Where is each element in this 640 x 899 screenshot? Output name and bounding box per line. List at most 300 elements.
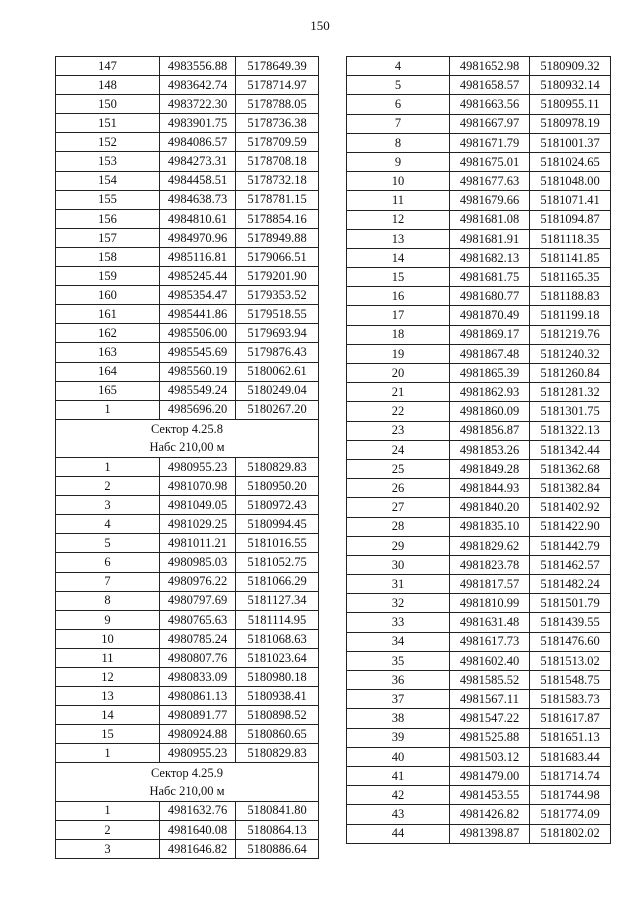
point-number-cell: 32 [347, 594, 450, 613]
x-coordinate-cell: 4985441.86 [160, 305, 236, 324]
point-number-cell: 28 [347, 517, 450, 536]
x-coordinate-cell: 4981631.48 [450, 613, 530, 632]
table-row [347, 575, 611, 594]
y-coordinate-cell: 5180994.45 [236, 515, 319, 534]
x-coordinate-cell: 4981681.08 [450, 210, 530, 229]
x-coordinate-cell: 4981860.09 [450, 402, 530, 421]
point-number-cell: 20 [347, 364, 450, 383]
y-coordinate-cell: 5180829.83 [236, 744, 319, 763]
point-number-cell: 4 [347, 57, 450, 76]
table-row [347, 76, 611, 95]
x-coordinate-cell: 4981675.01 [450, 152, 530, 171]
table-row [347, 728, 611, 747]
x-coordinate-cell: 4985245.44 [160, 267, 236, 286]
point-number-cell: 12 [347, 210, 450, 229]
x-coordinate-cell: 4981679.66 [450, 191, 530, 210]
y-coordinate-cell: 5181462.57 [530, 555, 611, 574]
table-row [56, 668, 319, 687]
table-row [56, 515, 319, 534]
point-number-cell: 147 [56, 57, 160, 76]
table-row [347, 786, 611, 805]
y-coordinate-cell: 5178709.59 [236, 133, 319, 152]
table-row [347, 632, 611, 651]
x-coordinate-cell: 4981865.39 [450, 364, 530, 383]
point-number-cell: 41 [347, 766, 450, 785]
table-row [56, 553, 319, 572]
y-coordinate-cell: 5180980.18 [236, 668, 319, 687]
y-coordinate-cell: 5178788.05 [236, 95, 319, 114]
page-number: 150 [310, 18, 330, 33]
point-number-cell: 23 [347, 421, 450, 440]
point-number-cell: 12 [56, 668, 160, 687]
table-row [56, 152, 319, 171]
table-row [347, 229, 611, 248]
point-number-cell: 10 [347, 172, 450, 191]
table-row [56, 572, 319, 591]
table-row [347, 479, 611, 498]
x-coordinate-cell: 4984638.73 [160, 190, 236, 209]
y-coordinate-cell: 5181422.90 [530, 517, 611, 536]
point-number-cell: 8 [56, 591, 160, 610]
y-coordinate-cell: 5180886.64 [236, 839, 319, 858]
point-number-cell: 151 [56, 114, 160, 133]
table-row [347, 364, 611, 383]
x-coordinate-cell: 4981617.73 [450, 632, 530, 651]
table-row [56, 247, 319, 266]
coordinates-table-right [346, 56, 611, 844]
table-row [347, 402, 611, 421]
point-number-cell: 14 [347, 248, 450, 267]
sector-height: Набс 210,00 м [56, 438, 319, 457]
table-row [347, 421, 611, 440]
y-coordinate-cell: 5181052.75 [236, 553, 319, 572]
x-coordinate-cell: 4981525.88 [450, 728, 530, 747]
x-coordinate-cell: 4981585.52 [450, 671, 530, 690]
table-row [347, 613, 611, 632]
point-number-cell: 157 [56, 228, 160, 247]
y-coordinate-cell: 5181744.98 [530, 786, 611, 805]
x-coordinate-cell: 4981567.11 [450, 690, 530, 709]
point-number-cell: 163 [56, 343, 160, 362]
y-coordinate-cell: 5181219.76 [530, 325, 611, 344]
x-coordinate-cell: 4980785.24 [160, 629, 236, 648]
point-number-cell: 14 [56, 706, 160, 725]
y-coordinate-cell: 5180932.14 [530, 76, 611, 95]
y-coordinate-cell: 5181114.95 [236, 610, 319, 629]
x-coordinate-cell: 4981547.22 [450, 709, 530, 728]
y-coordinate-cell: 5181301.75 [530, 402, 611, 421]
x-coordinate-cell: 4980797.69 [160, 591, 236, 610]
y-coordinate-cell: 5181583.73 [530, 690, 611, 709]
point-number-cell: 152 [56, 133, 160, 152]
sector-title: Сектор 4.25.8 [56, 419, 319, 438]
x-coordinate-cell: 4981844.93 [450, 479, 530, 498]
table-row [347, 498, 611, 517]
x-coordinate-cell: 4981049.05 [160, 496, 236, 515]
x-coordinate-cell: 4980891.77 [160, 706, 236, 725]
x-coordinate-cell: 4985116.81 [160, 247, 236, 266]
y-coordinate-cell: 5181342.44 [530, 440, 611, 459]
table-row [56, 267, 319, 286]
point-number-cell: 13 [347, 229, 450, 248]
table-row [56, 362, 319, 381]
table-row [347, 671, 611, 690]
y-coordinate-cell: 5181199.18 [530, 306, 611, 325]
table-row [347, 594, 611, 613]
y-coordinate-cell: 5179876.43 [236, 343, 319, 362]
y-coordinate-cell: 5181127.34 [236, 591, 319, 610]
y-coordinate-cell: 5180955.11 [530, 95, 611, 114]
point-number-cell: 16 [347, 287, 450, 306]
table-row [56, 305, 319, 324]
x-coordinate-cell: 4981426.82 [450, 805, 530, 824]
x-coordinate-cell: 4983642.74 [160, 76, 236, 95]
x-coordinate-cell: 4980955.23 [160, 457, 236, 476]
point-number-cell: 1 [56, 400, 160, 419]
sector-title: Сектор 4.25.9 [56, 763, 319, 782]
y-coordinate-cell: 5180841.80 [236, 801, 319, 820]
x-coordinate-cell: 4981856.87 [450, 421, 530, 440]
x-coordinate-cell: 4980924.88 [160, 725, 236, 744]
y-coordinate-cell: 5181402.92 [530, 498, 611, 517]
point-number-cell: 6 [347, 95, 450, 114]
table-row [56, 343, 319, 362]
y-coordinate-cell: 5181048.00 [530, 172, 611, 191]
point-number-cell: 148 [56, 76, 160, 95]
y-coordinate-cell: 5180898.52 [236, 706, 319, 725]
point-number-cell: 158 [56, 247, 160, 266]
table-row [347, 766, 611, 785]
point-number-cell: 1 [56, 744, 160, 763]
table-row [347, 191, 611, 210]
y-coordinate-cell: 5178854.16 [236, 209, 319, 228]
x-coordinate-cell: 4980861.13 [160, 687, 236, 706]
point-number-cell: 15 [56, 725, 160, 744]
point-number-cell: 25 [347, 459, 450, 478]
x-coordinate-cell: 4981640.08 [160, 820, 236, 839]
table-row [347, 824, 611, 843]
y-coordinate-cell: 5179066.51 [236, 247, 319, 266]
x-coordinate-cell: 4981829.62 [450, 536, 530, 555]
point-number-cell: 8 [347, 133, 450, 152]
table-row [347, 248, 611, 267]
point-number-cell: 15 [347, 268, 450, 287]
table-row [56, 324, 319, 343]
y-coordinate-cell: 5181442.79 [530, 536, 611, 555]
point-number-cell: 9 [56, 610, 160, 629]
x-coordinate-cell: 4981680.77 [450, 287, 530, 306]
y-coordinate-cell: 5180909.32 [530, 57, 611, 76]
y-coordinate-cell: 5178781.15 [236, 190, 319, 209]
point-number-cell: 44 [347, 824, 450, 843]
x-coordinate-cell: 4985354.47 [160, 286, 236, 305]
point-number-cell: 22 [347, 402, 450, 421]
point-number-cell: 7 [56, 572, 160, 591]
sector-height: Набс 210,00 м [56, 782, 319, 801]
point-number-cell: 155 [56, 190, 160, 209]
point-number-cell: 18 [347, 325, 450, 344]
table-row [56, 801, 319, 820]
x-coordinate-cell: 4981667.97 [450, 114, 530, 133]
x-coordinate-cell: 4983556.88 [160, 57, 236, 76]
x-coordinate-cell: 4981658.57 [450, 76, 530, 95]
point-number-cell: 37 [347, 690, 450, 709]
x-coordinate-cell: 4981671.79 [450, 133, 530, 152]
x-coordinate-cell: 4981870.49 [450, 306, 530, 325]
point-number-cell: 161 [56, 305, 160, 324]
point-number-cell: 43 [347, 805, 450, 824]
table-row [347, 344, 611, 363]
point-number-cell: 5 [347, 76, 450, 95]
point-number-cell: 42 [347, 786, 450, 805]
y-coordinate-cell: 5181501.79 [530, 594, 611, 613]
x-coordinate-cell: 4981869.17 [450, 325, 530, 344]
x-coordinate-cell: 4981862.93 [450, 383, 530, 402]
y-coordinate-cell: 5181476.60 [530, 632, 611, 651]
table-row [347, 133, 611, 152]
table-row [56, 114, 319, 133]
point-number-cell: 34 [347, 632, 450, 651]
point-number-cell: 40 [347, 747, 450, 766]
table-row [347, 152, 611, 171]
point-number-cell: 159 [56, 267, 160, 286]
y-coordinate-cell: 5180062.61 [236, 362, 319, 381]
x-coordinate-cell: 4985545.69 [160, 343, 236, 362]
point-number-cell: 156 [56, 209, 160, 228]
table-row [56, 648, 319, 667]
y-coordinate-cell: 5180938.41 [236, 687, 319, 706]
y-coordinate-cell: 5181094.87 [530, 210, 611, 229]
point-number-cell: 30 [347, 555, 450, 574]
point-number-cell: 13 [56, 687, 160, 706]
point-number-cell: 160 [56, 286, 160, 305]
x-coordinate-cell: 4981398.87 [450, 824, 530, 843]
y-coordinate-cell: 5178708.18 [236, 152, 319, 171]
point-number-cell: 7 [347, 114, 450, 133]
x-coordinate-cell: 4980807.76 [160, 648, 236, 667]
y-coordinate-cell: 5180972.43 [236, 496, 319, 515]
y-coordinate-cell: 5181068.63 [236, 629, 319, 648]
x-coordinate-cell: 4985696.20 [160, 400, 236, 419]
y-coordinate-cell: 5180249.04 [236, 381, 319, 400]
point-number-cell: 1 [56, 457, 160, 476]
sector-heading-row [56, 763, 319, 782]
x-coordinate-cell: 4980955.23 [160, 744, 236, 763]
table-row [347, 268, 611, 287]
x-coordinate-cell: 4983901.75 [160, 114, 236, 133]
table-row [347, 517, 611, 536]
point-number-cell: 36 [347, 671, 450, 690]
point-number-cell: 39 [347, 728, 450, 747]
point-number-cell: 29 [347, 536, 450, 555]
x-coordinate-cell: 4981853.26 [450, 440, 530, 459]
x-coordinate-cell: 4981810.99 [450, 594, 530, 613]
table-row [56, 534, 319, 553]
x-coordinate-cell: 4981602.40 [450, 651, 530, 670]
table-row [347, 325, 611, 344]
y-coordinate-cell: 5181651.13 [530, 728, 611, 747]
sector-subheading-row [56, 782, 319, 801]
y-coordinate-cell: 5178732.18 [236, 171, 319, 190]
point-number-cell: 3 [56, 839, 160, 858]
y-coordinate-cell: 5181362.68 [530, 459, 611, 478]
table-row [347, 805, 611, 824]
y-coordinate-cell: 5181024.65 [530, 152, 611, 171]
point-number-cell: 6 [56, 553, 160, 572]
y-coordinate-cell: 5181165.35 [530, 268, 611, 287]
table-row [56, 496, 319, 515]
x-coordinate-cell: 4981682.13 [450, 248, 530, 267]
x-coordinate-cell: 4981681.91 [450, 229, 530, 248]
table-row [56, 76, 319, 95]
y-coordinate-cell: 5181001.37 [530, 133, 611, 152]
table-row [56, 610, 319, 629]
sector-heading-row [56, 419, 319, 438]
table-row [56, 687, 319, 706]
y-coordinate-cell: 5181513.02 [530, 651, 611, 670]
y-coordinate-cell: 5179518.55 [236, 305, 319, 324]
point-number-cell: 27 [347, 498, 450, 517]
y-coordinate-cell: 5181382.84 [530, 479, 611, 498]
y-coordinate-cell: 5181617.87 [530, 709, 611, 728]
table-row [56, 477, 319, 496]
y-coordinate-cell: 5181141.85 [530, 248, 611, 267]
table-row [347, 383, 611, 402]
x-coordinate-cell: 4985549.24 [160, 381, 236, 400]
x-coordinate-cell: 4981646.82 [160, 839, 236, 858]
point-number-cell: 154 [56, 171, 160, 190]
x-coordinate-cell: 4984810.61 [160, 209, 236, 228]
y-coordinate-cell: 5181071.41 [530, 191, 611, 210]
x-coordinate-cell: 4984086.57 [160, 133, 236, 152]
table-row [56, 190, 319, 209]
x-coordinate-cell: 4981817.57 [450, 575, 530, 594]
x-coordinate-cell: 4981070.98 [160, 477, 236, 496]
x-coordinate-cell: 4981840.20 [450, 498, 530, 517]
point-number-cell: 162 [56, 324, 160, 343]
y-coordinate-cell: 5181548.75 [530, 671, 611, 690]
point-number-cell: 2 [56, 477, 160, 496]
table-row [56, 381, 319, 400]
table-row [347, 306, 611, 325]
y-coordinate-cell: 5181066.29 [236, 572, 319, 591]
point-number-cell: 38 [347, 709, 450, 728]
y-coordinate-cell: 5179201.90 [236, 267, 319, 286]
point-number-cell: 3 [56, 496, 160, 515]
y-coordinate-cell: 5180864.13 [236, 820, 319, 839]
table-row [56, 400, 319, 419]
point-number-cell: 24 [347, 440, 450, 459]
x-coordinate-cell: 4981479.00 [450, 766, 530, 785]
x-coordinate-cell: 4981503.12 [450, 747, 530, 766]
y-coordinate-cell: 5180829.83 [236, 457, 319, 476]
y-coordinate-cell: 5180978.19 [530, 114, 611, 133]
point-number-cell: 150 [56, 95, 160, 114]
table-row [347, 536, 611, 555]
table-row [347, 95, 611, 114]
y-coordinate-cell: 5181240.32 [530, 344, 611, 363]
table-row [56, 629, 319, 648]
table-row [56, 457, 319, 476]
point-number-cell: 19 [347, 344, 450, 363]
y-coordinate-cell: 5180267.20 [236, 400, 319, 419]
table-row [56, 209, 319, 228]
point-number-cell: 26 [347, 479, 450, 498]
table-row [347, 114, 611, 133]
point-number-cell: 5 [56, 534, 160, 553]
table-row [347, 651, 611, 670]
point-number-cell: 11 [347, 191, 450, 210]
table-row [347, 210, 611, 229]
x-coordinate-cell: 4980833.09 [160, 668, 236, 687]
point-number-cell: 10 [56, 629, 160, 648]
y-coordinate-cell: 5181774.09 [530, 805, 611, 824]
x-coordinate-cell: 4985560.19 [160, 362, 236, 381]
x-coordinate-cell: 4984970.96 [160, 228, 236, 247]
point-number-cell: 11 [56, 648, 160, 667]
y-coordinate-cell: 5181714.74 [530, 766, 611, 785]
x-coordinate-cell: 4981652.98 [450, 57, 530, 76]
y-coordinate-cell: 5181683.44 [530, 747, 611, 766]
point-number-cell: 2 [56, 820, 160, 839]
table-row [347, 287, 611, 306]
y-coordinate-cell: 5178736.38 [236, 114, 319, 133]
sector-subheading-row [56, 438, 319, 457]
y-coordinate-cell: 5181281.32 [530, 383, 611, 402]
table-row [347, 747, 611, 766]
x-coordinate-cell: 4981823.78 [450, 555, 530, 574]
point-number-cell: 9 [347, 152, 450, 171]
point-number-cell: 1 [56, 801, 160, 820]
point-number-cell: 165 [56, 381, 160, 400]
x-coordinate-cell: 4981835.10 [450, 517, 530, 536]
x-coordinate-cell: 4981681.75 [450, 268, 530, 287]
x-coordinate-cell: 4984273.31 [160, 152, 236, 171]
point-number-cell: 31 [347, 575, 450, 594]
table-row [347, 709, 611, 728]
table-row [56, 133, 319, 152]
y-coordinate-cell: 5181260.84 [530, 364, 611, 383]
x-coordinate-cell: 4981849.28 [450, 459, 530, 478]
x-coordinate-cell: 4983722.30 [160, 95, 236, 114]
y-coordinate-cell: 5179353.52 [236, 286, 319, 305]
y-coordinate-cell: 5179693.94 [236, 324, 319, 343]
x-coordinate-cell: 4980985.03 [160, 553, 236, 572]
y-coordinate-cell: 5181188.83 [530, 287, 611, 306]
x-coordinate-cell: 4981663.56 [450, 95, 530, 114]
y-coordinate-cell: 5181016.55 [236, 534, 319, 553]
table-row [56, 725, 319, 744]
table-row [56, 57, 319, 76]
x-coordinate-cell: 4980976.22 [160, 572, 236, 591]
y-coordinate-cell: 5181023.64 [236, 648, 319, 667]
y-coordinate-cell: 5181802.02 [530, 824, 611, 843]
x-coordinate-cell: 4981867.48 [450, 344, 530, 363]
table-row [347, 440, 611, 459]
y-coordinate-cell: 5178949.88 [236, 228, 319, 247]
y-coordinate-cell: 5180950.20 [236, 477, 319, 496]
table-row [56, 744, 319, 763]
x-coordinate-cell: 4981011.21 [160, 534, 236, 553]
point-number-cell: 35 [347, 651, 450, 670]
point-number-cell: 33 [347, 613, 450, 632]
y-coordinate-cell: 5181118.35 [530, 229, 611, 248]
y-coordinate-cell: 5180860.65 [236, 725, 319, 744]
point-number-cell: 164 [56, 362, 160, 381]
table-row [56, 820, 319, 839]
table-row [56, 228, 319, 247]
x-coordinate-cell: 4980765.63 [160, 610, 236, 629]
